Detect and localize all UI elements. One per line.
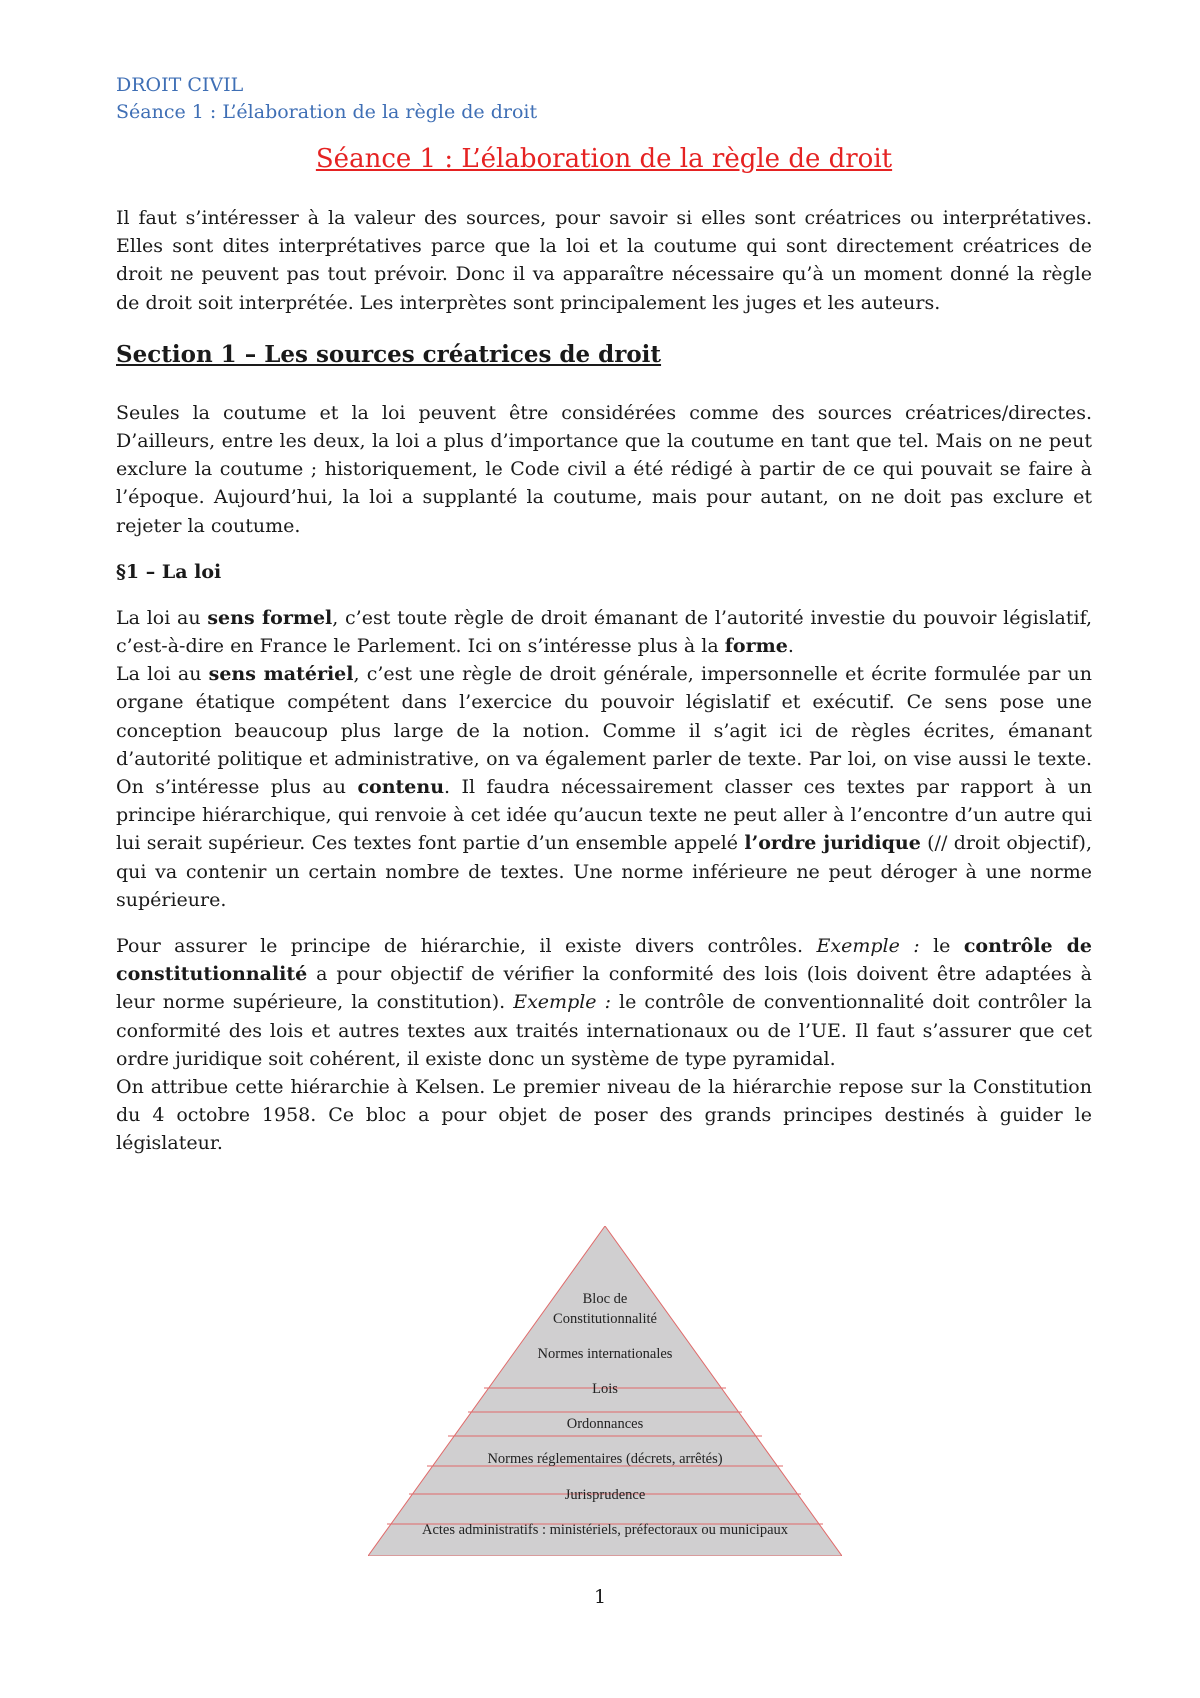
kelsen-paragraph: On attribue cette hiérarchie à Kelsen. Le premier niveau de la hiérarchie repose sur la Constitution du 4 octobre 1958. Ce bloc a pour objet de poser des grands principes destinés à guider le législateur.: [116, 1076, 1092, 1155]
pyramid-level-6: Jurisprudence: [564, 1487, 646, 1503]
pyramid-level-1-line1: Bloc de: [582, 1291, 628, 1307]
running-header-session: Séance 1 : L’élaboration de la règle de droit: [116, 101, 538, 123]
pyramid-level-7: Actes administratifs : ministériels, préfectoraux ou municipaux: [421, 1522, 789, 1538]
pyramid-level-5: Normes réglementaires (décrets, arrêtés): [487, 1451, 723, 1467]
loi-sens-formel-paragraph: La loi au sens formel, c’est toute règle de droit émanant de l’autorité investie du pouvoir législatif, c’est-à-dire en France le Parlement. Ici on s’intéresse plus à la forme.: [116, 606, 1092, 658]
pyramid-level-1-line2: Constitutionnalité: [553, 1311, 657, 1327]
section-1-paragraph: Seules la coutume et la loi peuvent être considérées comme des sources créatrices/directes. D’ailleurs, entre les deux, la loi a plus d’importance que la coutume en tant que tel. Mais on ne peut exclure la coutume ; historiquement, le Code civil a été rédigé à partir de ce qui pouvait se faire à l’époque. Aujourd’hui, la loi a supplanté la coutume, mais pour autant, on ne doit pas exclure et rejeter la coutume.: [116, 401, 1092, 537]
hierarchy-pyramid-diagram: [368, 1226, 842, 1556]
page-number: 1: [593, 1586, 607, 1608]
document-page: [116, 72, 1092, 1158]
pyramid-level-3: Lois: [592, 1381, 618, 1397]
subsection-1-heading: §1 – La loi: [116, 560, 222, 583]
intro-paragraph: Il faut s’intéresser à la valeur des sources, pour savoir si elles sont créatrices ou interprétatives. Elles sont dites interprétatives parce que la loi et la coutume qui sont directement créatrices de droit ne peuvent pas tout prévoir. Donc il va apparaître nécessaire qu’à un moment donné la règle de droit soit interprétée. Les interprètes sont principalement les juges et les auteurs.: [116, 207, 1092, 314]
running-header-course: DROIT CIVIL: [116, 74, 244, 96]
pyramid-level-4: Ordonnances: [566, 1416, 644, 1432]
pyramid-level-2: Normes internationales: [537, 1346, 673, 1362]
section-1-heading: Section 1 – Les sources créatrices de droit: [116, 340, 662, 368]
loi-sens-materiel-paragraph: La loi au sens matériel, c’est une règle de droit générale, impersonnelle et écrite formulée par un organe étatique compétent dans l’exercice du pouvoir législatif et exécutif. Ce sens pose une conception beaucoup plus large de la notion. Comme il s’agit ici de règles écrites, émanant d’autorité politique et administrative, on va également parler de texte. Par loi, on vise aussi le texte. On s’intéresse plus au contenu. Il faudra nécessairement classer ces textes par rapport à un principe hiérarchique, qui renvoie à cet idée qu’aucun texte ne peut aller à l’encontre d’un autre qui lui serait supérieur. Ces textes font partie d’un ensemble appelé l’ordre juridique (// droit objectif), qui va contenir un certain nombre de textes. Une norme inférieure ne peut déroger à une norme supérieure.: [116, 663, 1092, 911]
document-title: Séance 1 : L’élaboration de la règle de droit: [315, 144, 893, 174]
controles-paragraph: Pour assurer le principe de hiérarchie, il existe divers contrôles. Exemple : le contrôle de constitutionnalité a pour objectif de vérifier la conformité des lois (lois doivent être adaptées à leur norme supérieure, la constitution). Exemple : le contrôle de conventionnalité doit contrôler la conformité des lois et autres textes aux traités internationaux ou de l’UE. Il faut s’assurer que cet ordre juridique soit cohérent, il existe donc un système de type pyramidal.: [116, 935, 1093, 1070]
